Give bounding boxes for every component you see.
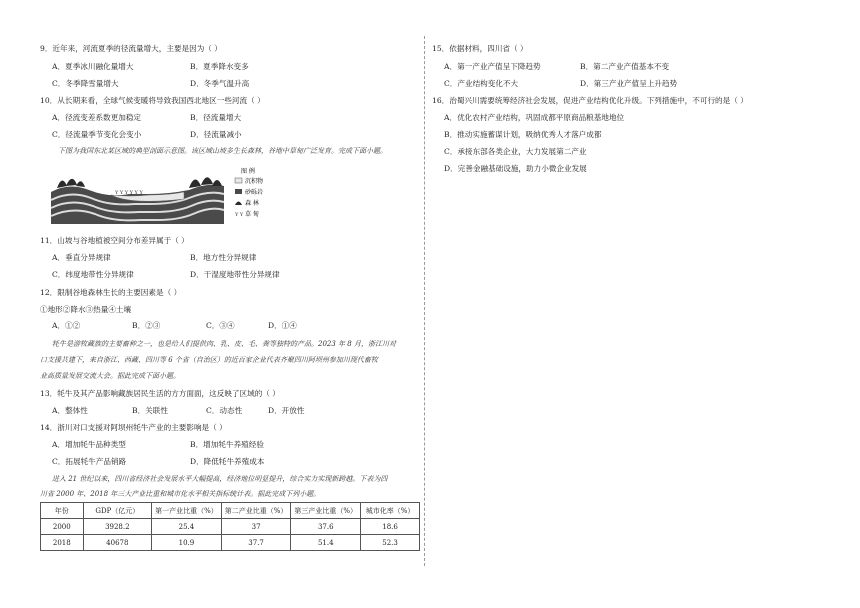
table-header-cell: 年份: [41, 503, 84, 519]
q16-stem: 16．治蜀兴川需要统筹经济社会发展，促进产业结构优化升级。下列措施中，不可行的是（ ）: [432, 96, 748, 105]
q13-option-d[interactable]: D．开放性: [268, 406, 305, 415]
table-cell: 10.9: [152, 535, 222, 551]
table-header-cell: 城市化率（%）: [361, 503, 420, 519]
q13-option-b[interactable]: B．关联性: [132, 406, 168, 415]
table-cell: 40678: [83, 535, 152, 551]
q13-option-a[interactable]: A．整体性: [52, 406, 88, 415]
q14-option-a[interactable]: A．增加牦牛品种类型: [52, 440, 126, 449]
q9-option-c[interactable]: C．冬季降雪量增大: [52, 79, 119, 88]
table-cell: 51.4: [291, 535, 361, 551]
table-header-cell: 第一产业比重（%）: [152, 503, 222, 519]
table-header-cell: 第二产业比重（%）: [221, 503, 291, 519]
q14-option-c[interactable]: C．拓展牦牛产品销路: [52, 457, 127, 466]
q11-stem: 11．山坡与谷地植被空间分布差异属于（ ）: [40, 236, 189, 245]
q14-option-b[interactable]: B．增加牦牛养殖经验: [190, 440, 264, 449]
yak-intro-line1: 牦牛是游牧藏族的主要畜种之一，也是给人们提供肉、乳、皮、毛、粪等独特的产品。2023 年 8 月，浙江川对: [52, 340, 396, 348]
q11-option-a[interactable]: A．垂直分异规律: [52, 253, 111, 262]
q12-option-c[interactable]: C．③④: [206, 321, 235, 330]
q11-option-c[interactable]: C．纬度地带性分异规律: [52, 270, 134, 279]
legend-gravel: 砂砾岩: [245, 189, 264, 196]
legend-sediment: 沉积物: [245, 178, 264, 185]
q12-option-a[interactable]: A．①②: [52, 321, 81, 330]
yak-intro-line2: 口支援共建下，来自浙江、西藏、四川等 6 个省（自治区）的近百家企业代表齐聚四川阿坝州参加川现代畜牧: [40, 356, 378, 364]
column-divider: [424, 36, 425, 566]
q15-option-b[interactable]: B．第二产业产值基本不变: [580, 62, 670, 71]
table-cell: 37: [221, 519, 291, 535]
q11-option-b[interactable]: B．地方性分异规律: [190, 253, 257, 262]
figure-intro: 下图为我国东北某区域的典型剖面示意图。该区域山坡多生长森林，谷地中草甸广泛发育。完成下面小题。: [58, 147, 387, 155]
q15-option-a[interactable]: A．第一产业产值呈下降趋势: [444, 62, 541, 71]
sichuan-stats-table: [40, 502, 420, 551]
q10-option-d[interactable]: D．径流量减小: [190, 130, 242, 139]
q12-stem: 12．限制谷地森林生长的主要因素是（ ）: [40, 288, 182, 297]
q12-option-b[interactable]: B．②③: [132, 321, 161, 330]
table-cell: 2018: [41, 535, 84, 551]
q12-factors: ①地形②降水③热量④土壤: [40, 305, 132, 314]
q11-option-d[interactable]: D．干湿度地带性分异规律: [190, 270, 280, 279]
sichuan-intro-line1: 进入 21 世纪以来，四川省经济社会发展水平大幅提高，经济地位明显提升，综合实力实现新跨越。下表为四: [52, 475, 388, 483]
q15-option-d[interactable]: D．第三产业产值呈上升趋势: [580, 79, 678, 88]
table-row: [41, 535, 420, 551]
q16-option-b[interactable]: B．推动实施蓄谋计划，吸纳优秀人才落户成都: [444, 130, 602, 139]
q10-option-c[interactable]: C．径流量季节变化会变小: [52, 130, 142, 139]
q13-option-c[interactable]: C．动态性: [206, 406, 243, 415]
q16-option-c[interactable]: C．承接东部各类企业，大力发展第二产业: [444, 147, 587, 156]
table-cell: 37.7: [221, 535, 291, 551]
q15-option-c[interactable]: C．产业结构变化不大: [444, 79, 519, 88]
q14-option-d[interactable]: D．降低牦牛养殖成本: [190, 457, 265, 466]
yak-intro-line3: 业高质量发展交流大会。据此完成下面小题。: [40, 372, 180, 380]
q16-option-d[interactable]: D．完善金融基础设施，助力小微企业发展: [444, 164, 587, 173]
q9-option-d[interactable]: D．冬季气温升高: [190, 79, 250, 88]
q9-stem: 9．近年来，河流夏季的径流量增大，主要是因为（ ）: [40, 44, 222, 53]
svg-text:Y Y: Y Y: [235, 212, 244, 218]
table-header-cell: GDP（亿元）: [83, 503, 152, 519]
table-header-row: [41, 503, 420, 519]
table-header-cell: 第三产业比重（%）: [291, 503, 361, 519]
q10-option-a[interactable]: A．径流变差系数更加稳定: [52, 113, 142, 122]
q14-stem: 14．浙川对口支援对阿坝州牦牛产业的主要影响是（ ）: [40, 423, 227, 432]
legend-title: 图 例: [241, 168, 255, 175]
table-cell: 3928.2: [83, 519, 152, 535]
q9-option-a[interactable]: A．夏季冰川融化量增大: [52, 62, 134, 71]
q16-option-a[interactable]: A．优化农村产业结构，巩固成都平原商品粮基地地位: [444, 113, 625, 122]
legend-forest: 森 林: [245, 200, 259, 207]
q12-option-d[interactable]: D．①④: [268, 321, 297, 330]
q15-stem: 15．依据材料，四川省（ ）: [432, 44, 528, 53]
legend-meadow: 草 甸: [245, 211, 259, 218]
table-cell: 2000: [41, 519, 84, 535]
table-row: [41, 519, 420, 535]
cross-section-figure: [49, 164, 285, 226]
table-cell: 18.6: [361, 519, 420, 535]
table-cell: 25.4: [152, 519, 222, 535]
svg-text:Y Y Y Y Y Y: Y Y Y Y Y Y: [115, 190, 143, 196]
q10-option-b[interactable]: B．径流量增大: [190, 113, 242, 122]
table-cell: 52.3: [361, 535, 420, 551]
sichuan-intro-line2: 川省 2000 年、2018 年三大产业比重和城市化水平相关指标统计表。据此完成下列小题。: [40, 490, 321, 498]
q13-stem: 13．牦牛及其产品影响藏族居民生活的方方面面，这反映了区域的（ ）: [40, 389, 280, 398]
table-cell: 37.6: [291, 519, 361, 535]
q10-stem: 10．从长期来看，全球气候变暖将导致我国西北地区一些河流（ ）: [40, 96, 265, 105]
q9-option-b[interactable]: B．夏季降水变多: [190, 62, 249, 71]
